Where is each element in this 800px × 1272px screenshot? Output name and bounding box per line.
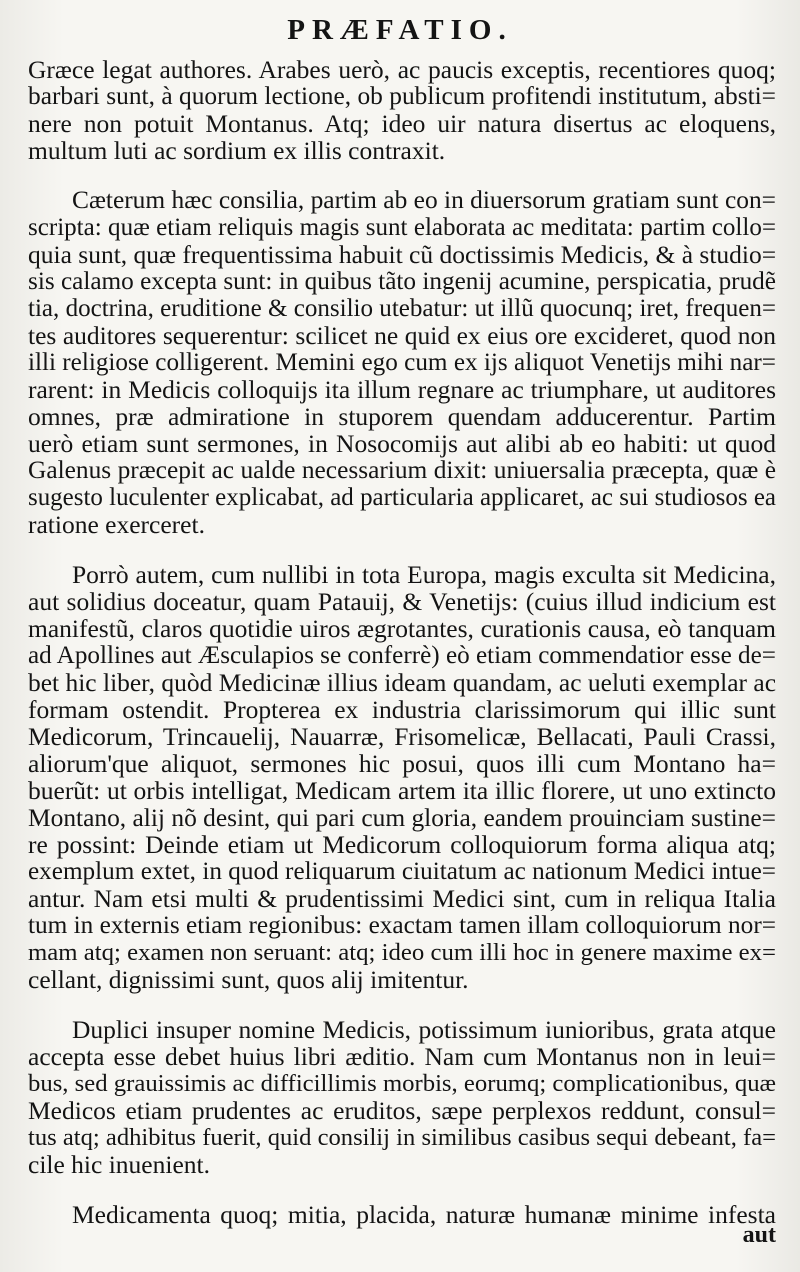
text-line: Porrò autem, cum nullibi in tota Europa, magis exculta sit Medicina, xyxy=(72,560,776,589)
text-line: aliorum'que aliquot, sermones hic posui, quos illi cum Montano ha= xyxy=(28,749,776,778)
text-line: quia sunt, quæ frequentissima habuit cũ doctissimis Medicis, & à studio= xyxy=(28,240,777,269)
text-line: omnes, præ admiratione in stuporem quendam adducerentur. Partim xyxy=(28,402,776,431)
text-line: antur. Nam etsi multi & prudentissimi Medici sint, cum in reliqua Italia xyxy=(28,884,776,913)
paragraph xyxy=(28,1016,776,1178)
text-line: scripta: quæ etiam reliquis magis sunt elaborata ac meditata: partim collo= xyxy=(28,214,776,241)
paragraph-gap xyxy=(28,538,776,561)
text-line: Græce legat authores. Arabes uerò, ac paucis exceptis, recentiores quoq; xyxy=(28,55,776,84)
paragraph xyxy=(28,1201,776,1228)
text-line: sugesto luculenter explicabat, ad particularia applicaret, ac sui studiosos ea xyxy=(28,484,776,511)
text-line: bus, sed grauissimis ac difficillimis morbis, eorumq; complicationibus, quæ xyxy=(28,1070,776,1097)
text-line: manifestũ, claros quotidie uiros ægrotantes, curationis causa, eò tanquam xyxy=(28,614,776,643)
text-line: illi religiose colligerent. Memini ego cum ex ijs aliquot Venetijs mihi nar= xyxy=(28,349,776,376)
text-line: buerũt: ut orbis intelligat, Medicam artem ita illic florere, ut uno extincto xyxy=(28,776,776,805)
text-line: mam atq; examen non seruant: atq; ideo cum illi hoc in genere maxime ex= xyxy=(28,939,776,966)
text-line: Duplici insuper nomine Medicis, potissimum iunioribus, grata atque xyxy=(72,1015,776,1044)
text-line: nere non potuit Montanus. Atq; ideo uir natura disertus ac eloquens, xyxy=(28,109,776,138)
text-line: accepta esse debet huius libri æditio. Nam cum Montanus non in leui= xyxy=(28,1042,776,1071)
text-line: cellant, dignissimi sunt, quos alij imitentur. xyxy=(28,965,469,994)
running-header: PRÆFATIO. xyxy=(287,14,513,46)
text-line: ad Apollines aut Æsculapios se conferrè) eò etiam commendatior esse de= xyxy=(28,642,776,669)
text-line: Galenus præcepit ac ualde necessarium dixit: uniuersalia præcepta, quæ è xyxy=(28,456,776,484)
text-line: Cæterum hæc consilia, partim ab eo in diuersorum gratiam sunt con= xyxy=(72,186,776,214)
text-line: tum in externis etiam regionibus: exactam tamen illam colloquiorum nor= xyxy=(28,911,776,939)
text-line: exemplum extet, in quod reliquarum ciuitatum ac nationum Medici intue= xyxy=(28,858,776,885)
text-line: tus atq; adhibitus fuerit, quid consilij in similibus casibus sequi debeant, fa= xyxy=(28,1124,776,1151)
body-text xyxy=(28,56,776,1228)
paragraph xyxy=(28,561,776,993)
text-line: aut solidius doceatur, quam Patauij, & Venetijs: (cuius illud indicium est xyxy=(28,587,776,616)
paragraph xyxy=(28,187,776,538)
text-line: Montano, alij nõ desint, qui pari cum gloria, eandem prouinciam sustine= xyxy=(28,803,776,832)
paragraph-gap xyxy=(28,993,776,1016)
text-line: uerò etiam sunt sermones, in Nosocomijs aut alibi ab eo habiti: ut quod xyxy=(28,429,776,458)
paragraph-gap xyxy=(28,164,776,187)
paragraph xyxy=(28,56,776,164)
text-line: ratione exerceret. xyxy=(28,510,205,539)
text-line: Medicos etiam prudentes ac eruditos, sæpe perplexos reddunt, consul= xyxy=(28,1096,776,1125)
text-line: sis calamo excepta sunt: in quibus tãto ingenij acumine, perspicatia, prudẽ xyxy=(28,268,776,295)
text-line: re possint: Deinde etiam ut Medicorum colloquiorum forma aliqua atq; xyxy=(28,830,776,859)
text-line: rarent: in Medicis colloquijs ita illum regnare ac triumphare, ut auditores xyxy=(28,375,776,404)
text-line: Medicamenta quoq; mitia, placida, naturæ humanæ minime infesta xyxy=(72,1200,776,1229)
catchword: aut xyxy=(742,1222,776,1248)
text-line: tes auditores sequerentur: scilicet ne quid ex eius ore excideret, quod non xyxy=(28,321,776,350)
text-line: barbari sunt, à quorum lectione, ob publicum profitendi institutum, absti= xyxy=(28,82,776,110)
text-line: tia, doctrina, eruditione & consilio utebatur: ut illũ quocunq; iret, frequen= xyxy=(28,295,776,322)
text-line: formam ostendit. Propterea ex industria clarissimorum qui illic sunt xyxy=(28,695,776,724)
text-line: cile hic inuenient. xyxy=(28,1150,210,1179)
text-line: multum luti ac sordium ex illis contraxit. xyxy=(28,136,446,165)
text-line: bet hic liber, quòd Medicinæ illius ideam quandam, ac ueluti exemplar ac xyxy=(28,668,776,697)
text-line: Medicorum, Trincauelij, Nauarræ, Frisomelicæ, Bellacati, Pauli Crassi, xyxy=(28,722,776,751)
paragraph-gap xyxy=(28,1178,776,1201)
